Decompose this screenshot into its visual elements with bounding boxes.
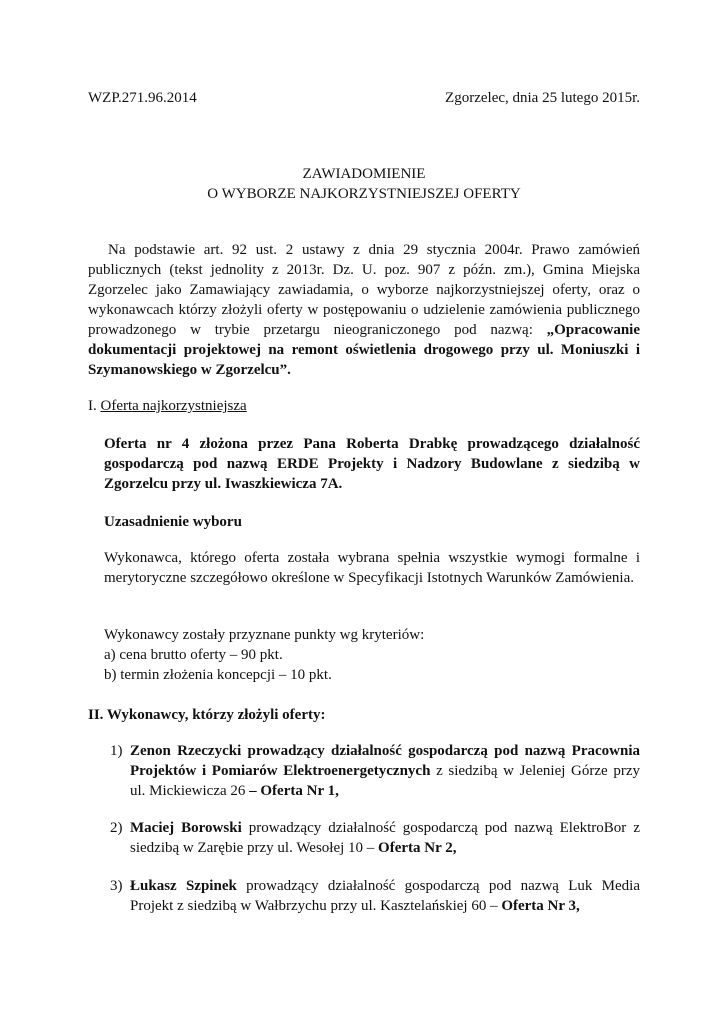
section-1-number: I. [88,398,101,414]
bidder-list-item-2 [110,818,640,858]
list-item [110,741,640,801]
list-item [110,876,640,916]
criteria-intro: Wykonawcy zostały przyznane punkty wg kryteriów: [104,627,425,643]
intro-paragraph [88,240,640,380]
list-item-number: 3) [110,878,123,894]
list-item-number: 2) [110,820,123,836]
justification-heading: Uzasadnienie wyboru [104,514,242,530]
bidder-details: prowadzący działalność gospodarczą pod nazwą Luk Media Projekt z siedzibą w Wałbrzychu przy ul. Kasztelańskiej 60 – [130,878,640,914]
section-2-heading: II. Wykonawcy, którzy złożyli oferty: [88,707,326,723]
offer-number: Oferta Nr 3, [501,898,580,914]
bidder-list-item-1 [110,741,640,801]
document-title [88,164,640,204]
title-line-2: O WYBORZE NAJKORZYSTNIEJSZEJ OFERTY [207,186,521,202]
section-1-heading [88,396,247,416]
title-line-1: ZAWIADOMIENIE [302,166,426,182]
offer-number: – Oferta Nr 1, [249,783,339,799]
bidder-details: z siedzibą w Jeleniej Górze przy ul. Mickiewicza 26 [130,763,640,799]
project-name: „Opracowanie dokumentacji projektowej na remont oświetlenia drogowego przy ul. Moniuszki i Szymanowskiego w Zgorzelcu”. [88,322,640,378]
bidder-details: prowadzący działalność gospodarczą pod nazwą ElektroBor z siedzibą w Zarębie przy ul. Wesołej 10 – [130,820,640,856]
document-header [88,88,640,108]
justification-text: Wykonawca, którego oferta została wybrana spełnia wszystkie wymogi formalne i merytoryczne szczegółowo określone w Specyfikacji Istotnych Warunków Zamówienia. [104,550,640,586]
bidder-name: Łukasz Szpinek [130,878,237,894]
criteria-b: b) termin złożenia koncepcji – 10 pkt. [104,667,332,683]
criteria-block [104,625,640,685]
offer-number: Oferta Nr 2, [378,840,457,856]
list-item [110,818,640,858]
list-item-number: 1) [110,743,123,759]
section-1-title: Oferta najkorzystniejsza [100,398,247,414]
bidder-list-item-3 [110,876,640,916]
criteria-a: a) cena brutto oferty – 90 pkt. [104,647,283,663]
bidder-name: Zenon Rzeczycki prowadzący działalność gospodarczą pod nazwą Pracownia Projektów i Pomiarów Elektroenergetycznych [130,743,640,779]
reference-number: WZP.271.96.2014 [88,90,197,106]
best-offer-text: Oferta nr 4 złożona przez Pana Roberta Drabkę prowadzącego działalność gospodarczą pod nazwą ERDE Projekty i Nadzory Budowlane z siedzibą w Zgorzelcu przy ul. Iwaszkiewicza 7A. [104,436,640,492]
intro-text: Na podstawie art. 92 ust. 2 ustawy z dnia 29 stycznia 2004r. Prawo zamówień publicznych (tekst jednolity z 2013r. Dz. U. poz. 907 z późn. zm.), Gmina Miejska Zgorzelec jako Zamawiający zawiadamia, o wyborze najkorzystniejszej oferty, oraz o wykonawcach którzy złożyli oferty w postępowaniu o udzielenie zamówienia publicznego prowadzonego w trybie przetargu nieograniczonego pod nazwą: [88,242,640,338]
place-date: Zgorzelec, dnia 25 lutego 2015r. [445,90,640,106]
bidder-name: Maciej Borowski [130,820,242,836]
